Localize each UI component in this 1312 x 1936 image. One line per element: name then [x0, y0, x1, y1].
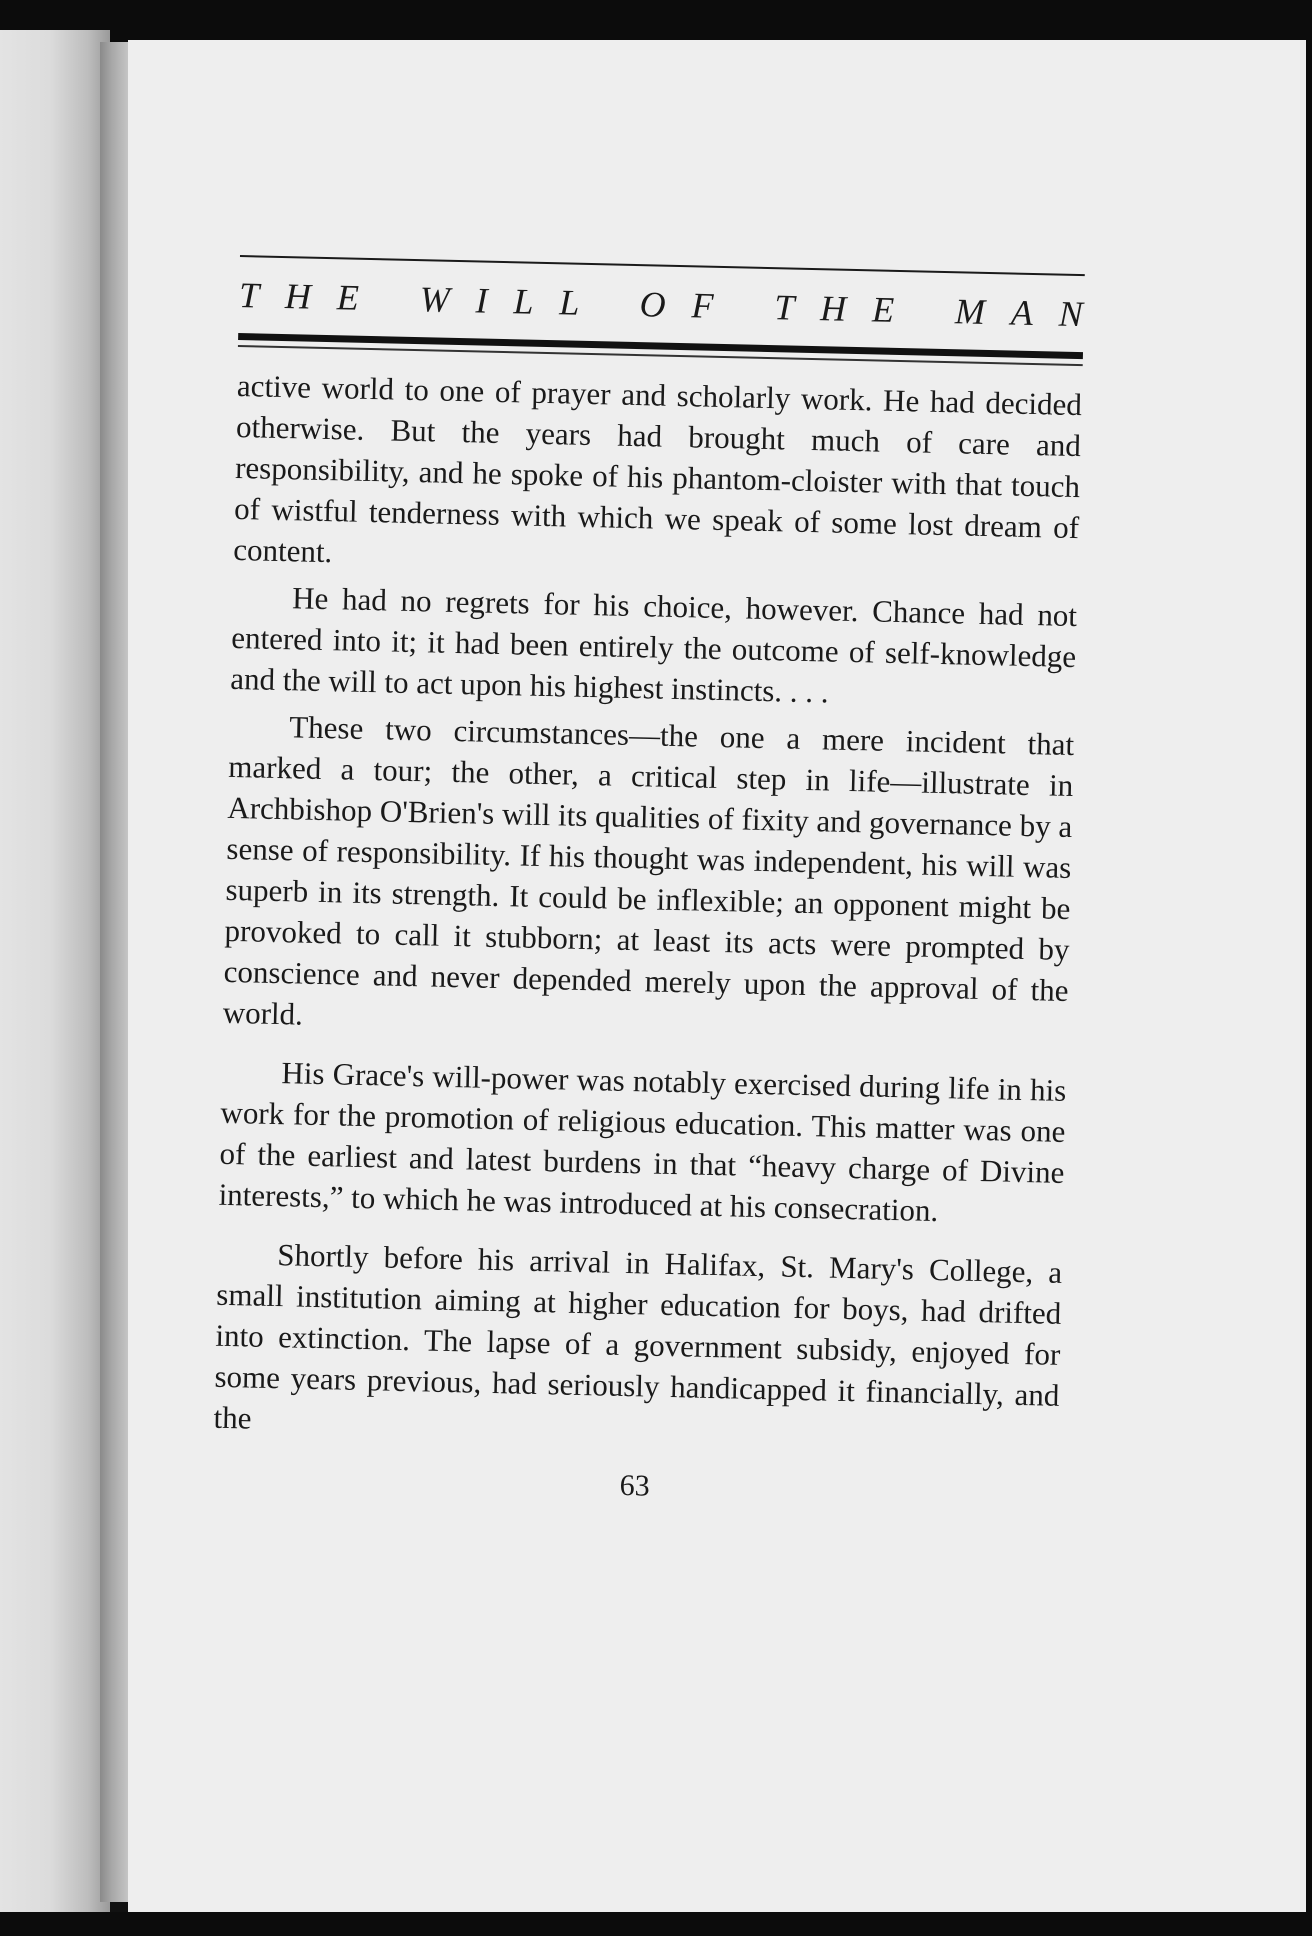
scan-right-border	[1306, 0, 1312, 1936]
paragraph: Shortly before his arrival in Halifax, St. Mary's College, a small institution aiming at higher education for boys, had drifted into extinction. The lapse of a government subsidy, enjoyed for some years previous, had seriously handicapped it financially, and the	[213, 1237, 1063, 1436]
page-content	[212, 255, 1110, 1513]
scan-top-border	[0, 0, 1312, 42]
paragraph: His Grace's will-power was notably exercised during life in his work for the promotion of religious education. This matter was one of the earliest and latest burdens in that “heavy charge of Divine interests,” to which he was introduced at his consecration.	[218, 1055, 1067, 1229]
paragraph: active world to one of prayer and scholarly work. He had decided otherwise. But the years had brought much of care and responsibility, and he spoke of his phantom-cloister with that touch of wistful tenderness with which we speak of some lost dream of content.	[232, 367, 1083, 570]
body-text	[213, 365, 1082, 1457]
paragraph: He had no regrets for his choice, however. Chance had not entered into it; it had been entirely the outcome of self-knowledge and the will to act upon his highest instincts. . . .	[229, 580, 1078, 710]
scan-bottom-border	[0, 1912, 1312, 1936]
running-head: THE WILL OF THE MAN	[238, 274, 1110, 335]
page-number: 63	[619, 1468, 651, 1503]
paragraph: These two circumstances—the one a mere incident that marked a tour; the other, a critical step in life—illustrate in Archbishop O'Brien's will its qualities of fixity and governance by a sense of responsibility. If his thought was independent, his will was superb in its strength. It could be inflexible; an opponent might be provoked to call it stubborn; at least its acts were prompted by conscience and never depended merely upon the approval of the world.	[222, 709, 1075, 1032]
facing-page-edge	[0, 30, 110, 1920]
book-gutter-shadow	[100, 42, 130, 1902]
